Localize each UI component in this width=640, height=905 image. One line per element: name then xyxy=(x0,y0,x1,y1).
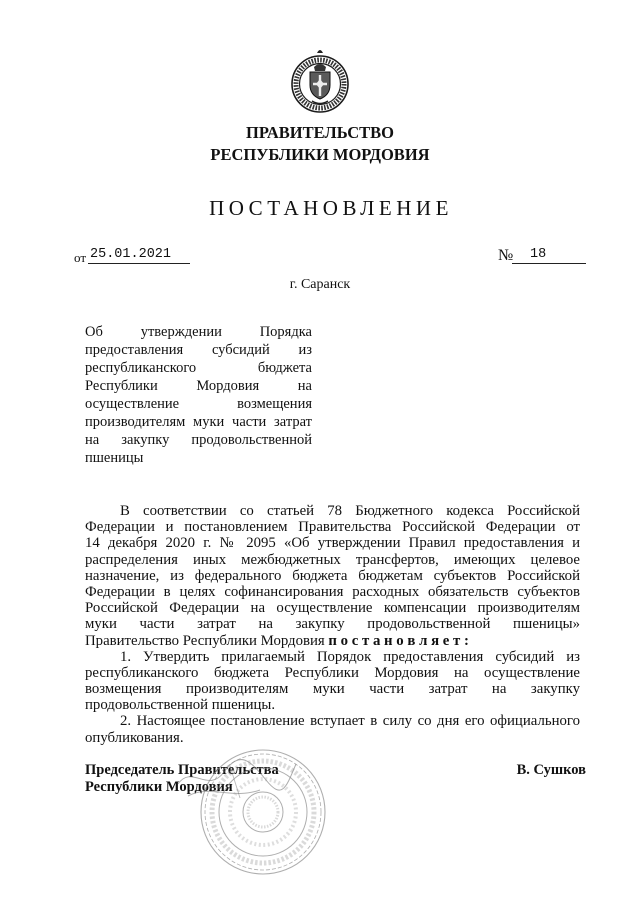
item-2-line: опубликования. xyxy=(85,729,184,746)
title-line: осуществление возмещения xyxy=(85,396,312,412)
title-line: республиканского бюджета xyxy=(85,360,312,376)
document-type-heading: ПОСТАНОВЛЕНИЕ xyxy=(209,196,453,220)
org-name-line1: ПРАВИТЕЛЬСТВО xyxy=(246,123,394,142)
org-name-line2: РЕСПУБЛИКИ МОРДОВИЯ xyxy=(210,145,430,164)
title-line: Республики Мордовия на xyxy=(85,378,312,394)
item-2-line: 2. Настоящее постановление вступает в силу со дня его официального xyxy=(120,713,580,730)
preamble-line: 14 декабря 2020 г. № 2095 «Об утверждении Правил предоставления и xyxy=(85,535,580,552)
document-body xyxy=(85,503,580,746)
date-underline xyxy=(88,263,190,264)
preamble-line: В соответствии со статьей 78 Бюджетного кодекса Российской xyxy=(120,503,580,519)
title-line: Об утверждении Порядка xyxy=(85,324,312,340)
title-line: на закупку продовольственной xyxy=(85,432,312,448)
item-1-line: республиканского бюджета Республики Мордовия на осуществление xyxy=(85,664,580,681)
document-title xyxy=(85,323,312,467)
preamble-line: назначение, из федерального бюджета бюджетам субъектов Российской xyxy=(85,567,580,584)
signatory-position-line2: Республики Мордовия xyxy=(85,779,233,795)
preamble-line: Федерации в целях софинансирования расходных обязательств субъектов xyxy=(85,583,580,600)
coat-of-arms-emblem xyxy=(288,48,352,116)
preamble-line: Российской Федерации на осуществление компенсации производителям xyxy=(85,600,580,617)
signatory-position-line1: Председатель Правительства xyxy=(85,762,279,778)
item-1-line: 1. Утвердить прилагаемый Порядок предоставления субсидий из xyxy=(120,648,580,665)
resolve-line xyxy=(85,633,580,649)
preamble-line: Федерации и постановлением Правительства Российской Федерации от xyxy=(85,519,580,536)
city-line: г. Саранск xyxy=(289,277,351,292)
resolve-word: п о с т а н о в л я е т : xyxy=(328,632,469,649)
preamble-line: распределения иных межбюджетных трансфертов, имеющих целевое xyxy=(85,551,580,568)
item-1-line: возмещения производителям муки части затрат на закупку xyxy=(85,681,580,698)
number-prefix: № xyxy=(498,247,514,264)
title-line: пшеницы xyxy=(85,450,144,466)
title-line: производителям муки части затрат xyxy=(85,414,312,430)
date-prefix: от xyxy=(74,250,87,265)
number-underline xyxy=(512,263,586,264)
document-date: 25.01.2021 xyxy=(90,247,172,262)
preamble-line: муки части затрат на закупку продовольственной пшеницы» xyxy=(85,616,580,633)
item-1-line: продовольственной пшеницы. xyxy=(85,697,276,714)
title-line: предоставления субсидий из xyxy=(85,342,312,358)
document-number: 18 xyxy=(530,247,547,262)
resolve-prefix: Правительство Республики Мордовия xyxy=(85,632,325,649)
signatory-name: В. Сушков xyxy=(516,762,586,778)
